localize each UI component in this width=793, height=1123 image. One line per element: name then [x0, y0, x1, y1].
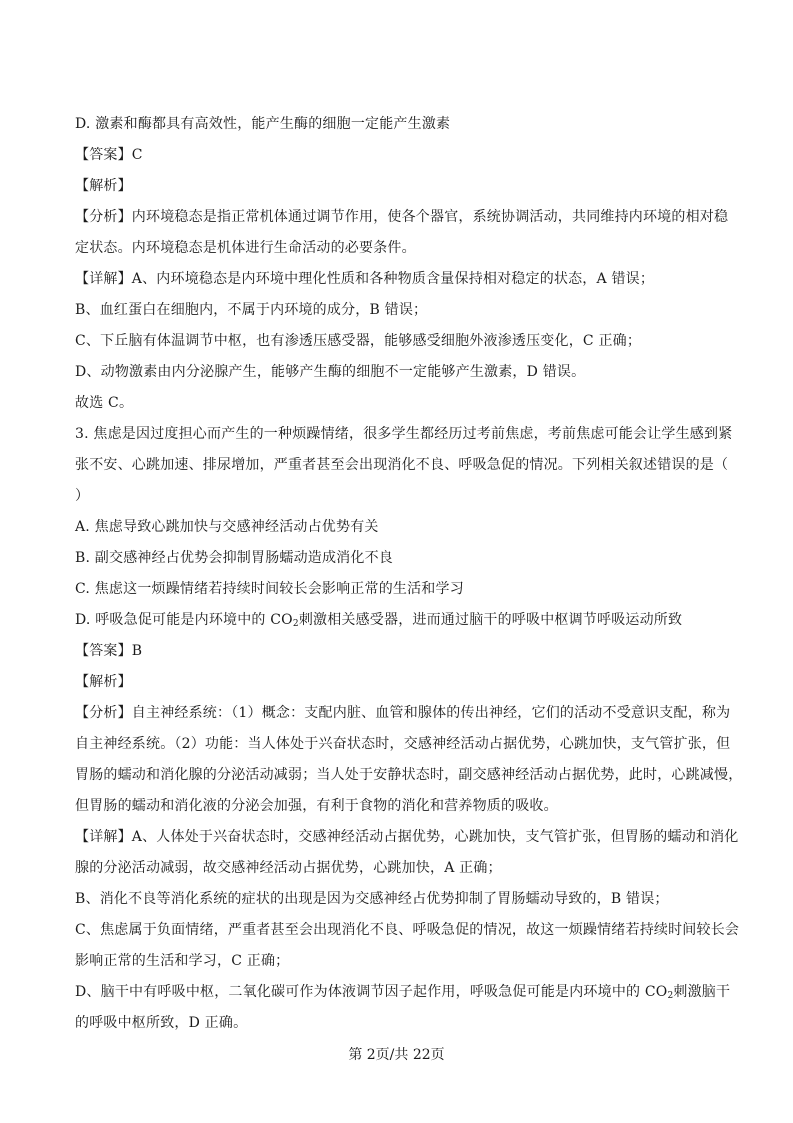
analysis-text-q3-line3: 胃肠的蠕动和消化腺的分泌活动减弱；当人处于安静状态时，副交感神经活动占据优势，此时，心跳减慢， — [75, 767, 743, 783]
option-d-q2: D. 激素和酶都具有高效性，能产生酶的细胞一定能产生激素 — [75, 116, 451, 132]
question-3-line2: 张不安、心跳加速、排尿增加，严重者甚至会出现消化不良、呼吸急促的情况。下列相关叙述错误的是（ — [75, 457, 729, 473]
option-d-q3 — [75, 611, 725, 633]
option-c-q3: C. 焦虑这一烦躁情绪若持续时间较长会影响正常的生活和学习 — [75, 581, 464, 597]
detail-q2-b: B、血红蛋白在细胞内，不属于内环境的成分，B 错误； — [75, 302, 428, 318]
detail-q3-d-tail: 刺激脑干 — [673, 984, 731, 1000]
question-3-line3: ） — [75, 488, 90, 504]
detail-q3-a-line1: 【详解】A、人体处于兴奋状态时，交感神经活动占据优势，心跳加快，支气管扩张，但胃肠的蠕动和消化 — [75, 829, 739, 845]
detail-q2-c: C、下丘脑有体温调节中枢，也有渗透压感受器，能够感受细胞外液渗透压变化，C 正确； — [75, 333, 642, 349]
analysis-text-q2-line1: 【分析】内环境稳态是指正常机体通过调节作用，使各个器官，系统协调活动，共同维持内环境的相对稳 — [75, 209, 729, 225]
subscript-2: 2 — [667, 991, 674, 1001]
option-d-q3-head: D. 呼吸急促可能是内环境中的 CO — [75, 612, 293, 628]
analysis-text-q3-line2: 自主神经系统。（2）功能：当人体处于兴奋状态时，交感神经活动占据优势，心跳加快，支气管扩张，但 — [75, 736, 731, 752]
analysis-heading-q2: 【解析】 — [75, 178, 132, 194]
detail-q3-d-line1 — [75, 983, 731, 1005]
detail-q3-c-line2: 影响正常的生活和学习，C 正确； — [75, 953, 290, 969]
analysis-text-q3-line1: 【分析】自主神经系统：（1）概念：支配内脏、血管和腺体的传出神经，它们的活动不受意识支配，称为 — [75, 705, 731, 721]
analysis-heading-q3: 【解析】 — [75, 674, 132, 690]
detail-q3-c-line1: C、焦虑属于负面情绪，严重者甚至会出现消化不良、呼吸急促的情况，故这一烦躁情绪若持续时间较长会 — [75, 922, 740, 938]
option-d-q3-tail: 刺激相关感受器，进而通过脑干的呼吸中枢调节呼吸运动所致 — [298, 612, 683, 628]
detail-q3-b: B、消化不良等消化系统的症状的出现是因为交感神经占优势抑制了胃肠蠕动导致的，B 错误； — [75, 891, 669, 907]
choice-q2: 故选 C。 — [75, 395, 134, 411]
answer-q2: 【答案】C — [75, 147, 143, 163]
option-b-q3: B. 副交感神经占优势会抑制胃肠蠕动造成消化不良 — [75, 550, 393, 566]
question-3-line1: 3. 焦虑是因过度担心而产生的一种烦躁情绪，很多学生都经历过考前焦虑，考前焦虑可能会让学生感到紧 — [75, 426, 733, 442]
detail-q3-d-head: D、脑干中有呼吸中枢，二氧化碳可作为体液调节因子起作用，呼吸急促可能是内环境中的 CO — [75, 984, 668, 1000]
subscript-2: 2 — [292, 619, 299, 629]
detail-q2-a: 【详解】A、内环境稳态是内环境中理化性质和各种物质含量保持相对稳定的状态，A 错误； — [75, 271, 655, 287]
detail-q2-d: D、动物激素由内分泌腺产生，能够产生酶的细胞不一定能够产生激素，D 错误。 — [75, 364, 586, 380]
detail-q3-d-line2: 的呼吸中枢所致，D 正确。 — [75, 1015, 248, 1031]
analysis-text-q3-line4: 但胃肠的蠕动和消化液的分泌会加强，有利于食物的消化和营养物质的吸收。 — [75, 798, 558, 814]
answer-q3: 【答案】B — [75, 643, 143, 659]
detail-q3-a-line2: 腺的分泌活动减弱，故交感神经活动占据优势，心跳加快，A 正确； — [75, 860, 502, 876]
option-a-q3: A. 焦虑导致心跳加快与交感神经活动占优势有关 — [75, 519, 379, 535]
page-footer: 第 2页/共 22页 — [348, 1047, 445, 1063]
analysis-text-q2-line2: 定状态。内环境稳态是机体进行生命活动的必要条件。 — [75, 240, 416, 256]
